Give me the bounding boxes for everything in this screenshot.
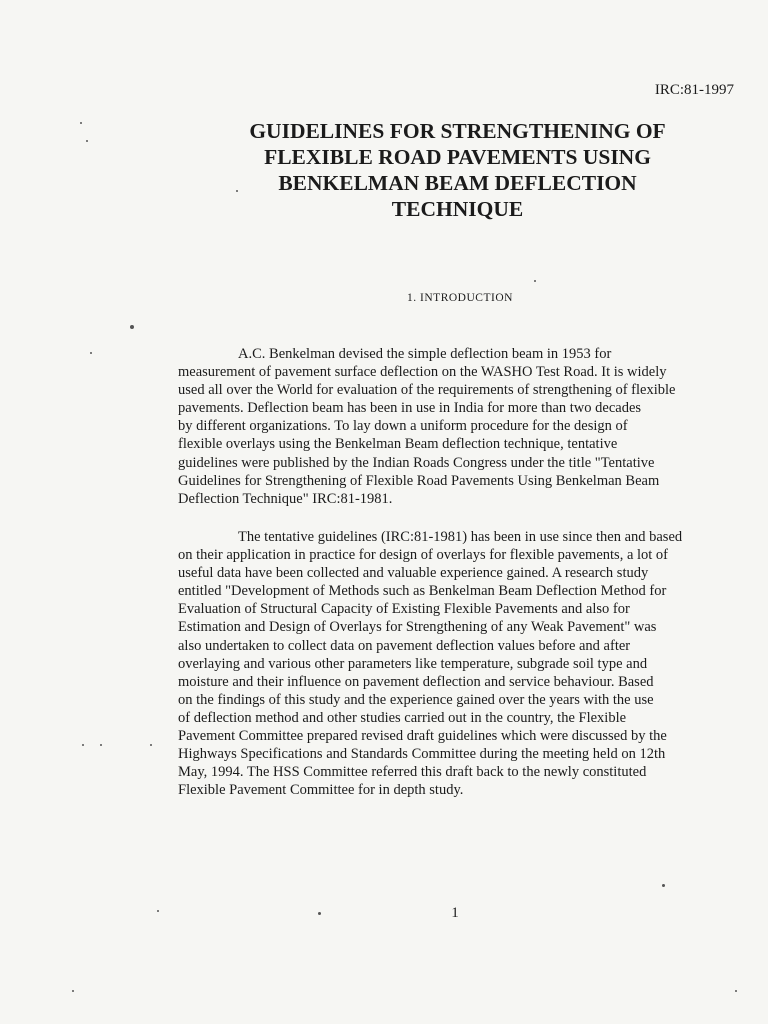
paragraph-2 (178, 528, 734, 799)
scan-speck (735, 990, 737, 992)
document-code: IRC:81-1997 (654, 82, 734, 98)
paragraph-line: Highways Specifications and Standards Committee during the meeting held on 12th (178, 746, 666, 763)
scan-speck (150, 744, 152, 746)
paragraph-line: Evaluation of Structural Capacity of Existing Flexible Pavements and also for (178, 601, 630, 618)
paragraph-line: A.C. Benkelman devised the simple deflection beam in 1953 for (238, 346, 612, 362)
paragraph-line: Estimation and Design of Overlays for Strengthening of any Weak Pavement" was (178, 619, 657, 636)
paragraph-line: The tentative guidelines (IRC:81-1981) has been in use since then and based (238, 529, 683, 545)
paragraph-line: used all over the World for evaluation of the requirements of strengthening of flexible (178, 382, 676, 399)
scan-speck (82, 744, 84, 746)
paragraph-line: guidelines were published by the Indian Roads Congress under the title "Tentative (178, 454, 655, 471)
paragraph-line: Deflection Technique" IRC:81-1981. (178, 490, 393, 507)
title-line: TECHNIQUE (391, 197, 524, 221)
paragraph-line: Pavement Committee prepared revised draft guidelines which were discussed by the (178, 728, 667, 745)
paragraph-line: moisture and their influence on pavement deflection and service behaviour. Based (178, 673, 654, 690)
paragraph-line: flexible overlays using the Benkelman Beam deflection technique, tentative (178, 436, 618, 453)
paragraph-line: pavements. Deflection beam has been in use in India for more than two decades (178, 400, 642, 417)
scan-speck (157, 910, 159, 912)
title-line: BENKELMAN BEAM DEFLECTION (278, 171, 637, 195)
scan-speck (130, 325, 134, 329)
paragraph-line: on their application in practice for design of overlays for flexible pavements, a lot of (178, 547, 669, 564)
scan-speck (236, 190, 238, 192)
page-number: 1 (451, 905, 459, 921)
scan-speck (90, 352, 92, 354)
scan-speck (662, 884, 665, 887)
scan-speck (100, 744, 102, 746)
paragraph-1 (178, 345, 734, 508)
scan-speck (534, 280, 536, 282)
title-line: GUIDELINES FOR STRENGTHENING OF (249, 119, 666, 143)
scan-speck (72, 990, 74, 992)
section-heading: 1. INTRODUCTION (407, 292, 513, 304)
title-line: FLEXIBLE ROAD PAVEMENTS USING (264, 145, 651, 169)
paragraph-line: Flexible Pavement Committee for in depth study. (178, 782, 464, 799)
paragraph-line: overlaying and various other parameters like temperature, subgrade soil type and (178, 655, 648, 672)
paragraph-line: Guidelines for Strengthening of Flexible Road Pavements Using Benkelman Beam (178, 472, 660, 489)
scan-speck (86, 140, 88, 142)
scan-speck (80, 122, 82, 124)
paragraph-line: by different organizations. To lay down a uniform procedure for the design of (178, 418, 628, 435)
paragraph-line: on the findings of this study and the experience gained over the years with the use (178, 691, 654, 708)
paragraph-line: May, 1994. The HSS Committee referred this draft back to the newly constituted (178, 764, 647, 781)
scan-speck (318, 912, 321, 915)
document-title (200, 118, 715, 222)
paragraph-line: measurement of pavement surface deflection on the WASHO Test Road. It is widely (178, 364, 667, 381)
paragraph-line: useful data have been collected and valuable experience gained. A research study (178, 565, 649, 582)
paragraph-line: of deflection method and other studies carried out in the country, the Flexible (178, 709, 627, 726)
paragraph-line: entitled "Development of Methods such as Benkelman Beam Deflection Method for (178, 583, 667, 600)
paragraph-line: also undertaken to collect data on pavement deflection values before and after (178, 637, 631, 654)
